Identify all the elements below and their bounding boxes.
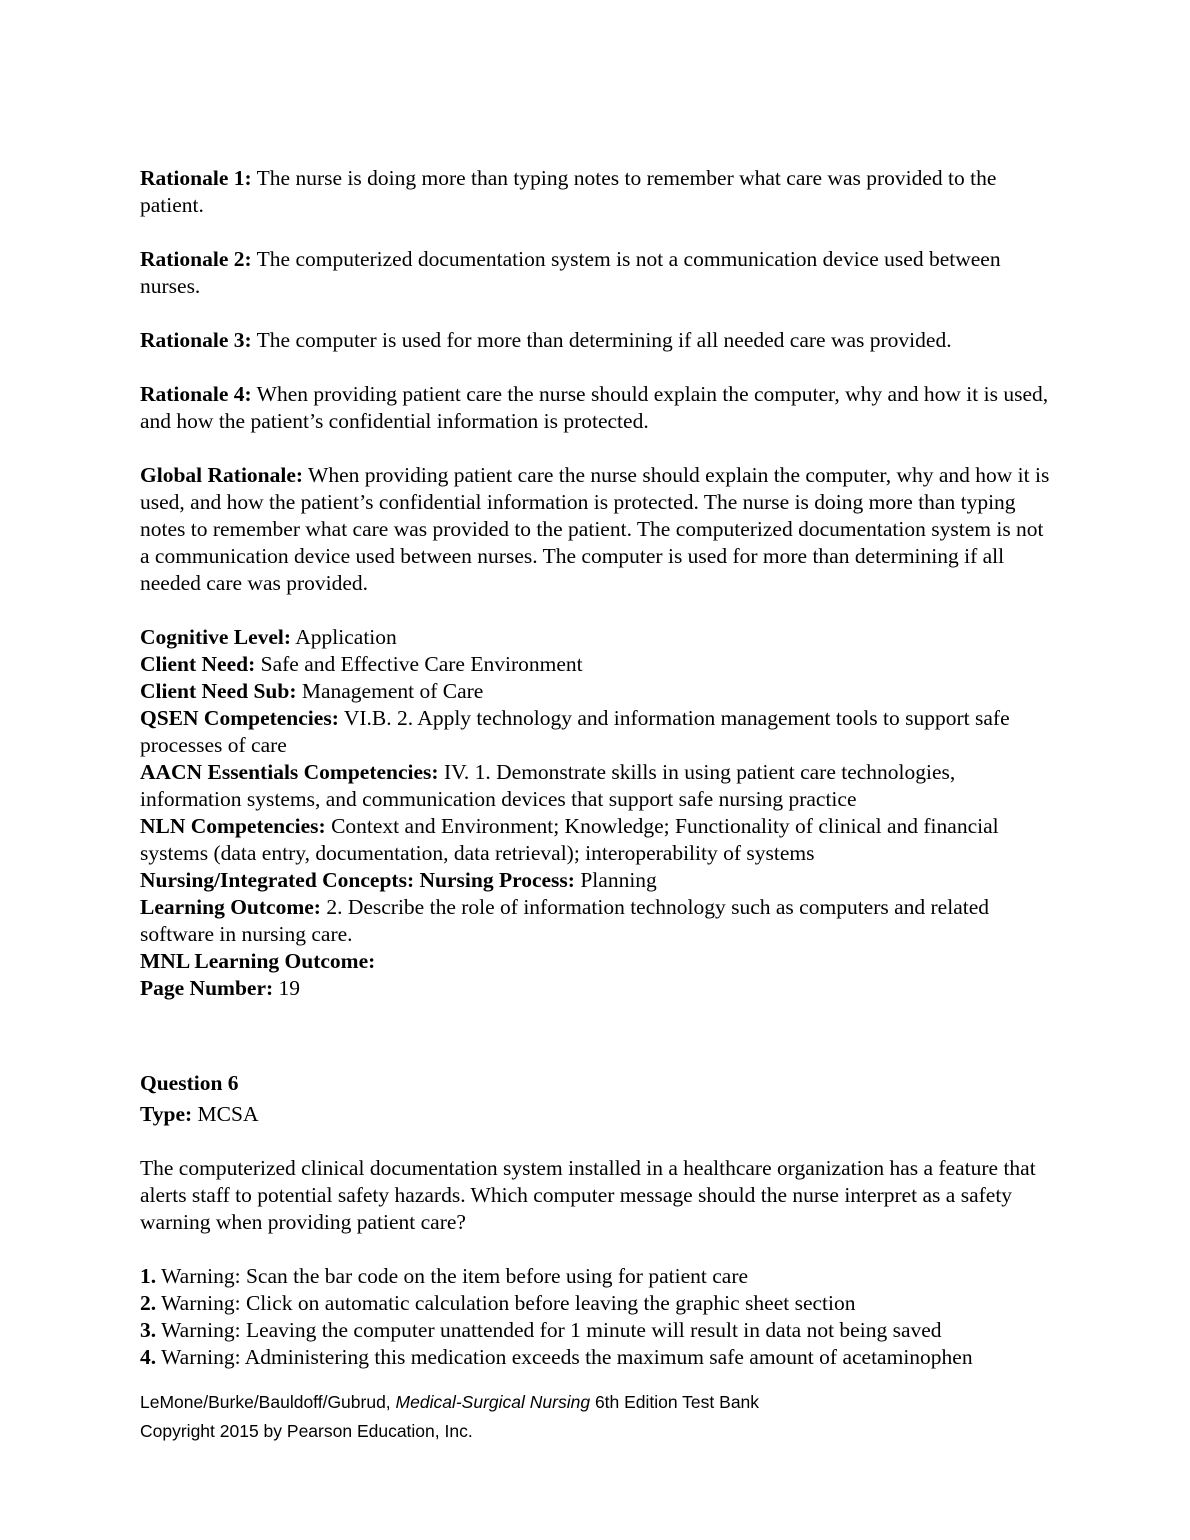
meta-value: 2. Describe the role of information technology such as computers and related software in nursing care. — [140, 895, 990, 946]
meta-learning-outcome — [140, 894, 1055, 948]
meta-nln — [140, 813, 1055, 867]
meta-label: MNL Learning Outcome: — [140, 949, 376, 973]
answer-option — [140, 1263, 1055, 1290]
footer-citation — [140, 1388, 1055, 1417]
meta-label: NLN Competencies: — [140, 814, 326, 838]
meta-label: QSEN Competencies: — [140, 706, 339, 730]
meta-aacn — [140, 759, 1055, 813]
meta-label: Cognitive Level: — [140, 625, 292, 649]
meta-value: Management of Care — [296, 679, 484, 703]
footer-copyright: Copyright 2015 by Pearson Education, Inc. — [140, 1421, 473, 1441]
meta-qsen — [140, 705, 1055, 759]
question-block — [140, 1070, 1055, 1371]
question-stem: The computerized clinical documentation system installed in a healthcare organization has a feature that alerts staff to potential safety hazards. Which computer message should the nurse interpret as a safety warning when providing patient care? — [140, 1156, 1036, 1234]
question-metadata — [140, 624, 1055, 1002]
question-type — [140, 1101, 1055, 1128]
global-rationale-text: When providing patient care the nurse should explain the computer, why and how it is used, and how the patient’s confidential information is protected. The nurse is doing more than typing notes to remember what care was provided to the patient. The computerized documentation system is not a communication device used between nurses. The computer is used for more than determining if all needed care was provided. — [140, 463, 1050, 595]
meta-label: AACN Essentials Competencies: — [140, 760, 439, 784]
meta-value: 19 — [273, 976, 301, 1000]
footer-authors: LeMone/Burke/Bauldoff/Gubrud, — [140, 1392, 396, 1412]
rationale-text: The computerized documentation system is not a communication device used between nurses. — [140, 247, 1001, 298]
rationale-text: When providing patient care the nurse should explain the computer, why and how it is used, and how the patient’s confidential information is protected. — [140, 382, 1049, 433]
rationale-label: Rationale 3: — [140, 328, 252, 352]
option-number: 4. — [140, 1345, 157, 1369]
rationale-4 — [140, 381, 1055, 435]
rationale-text: The computer is used for more than determining if all needed care was provided. — [251, 328, 952, 352]
rationale-label: Rationale 1: — [140, 166, 252, 190]
meta-mnl-learning-outcome — [140, 948, 1055, 975]
meta-label: Client Need: — [140, 652, 256, 676]
meta-value: VI.B. 2. Apply technology and information management tools to support safe processes of care — [140, 706, 1010, 757]
option-text: Warning: Leaving the computer unattended for 1 minute will result in data not being saved — [156, 1318, 942, 1342]
rationale-text: The nurse is doing more than typing notes to remember what care was provided to the patient. — [140, 166, 997, 217]
option-number: 3. — [140, 1318, 157, 1342]
meta-page-number — [140, 975, 1055, 1002]
option-text: Warning: Click on automatic calculation before leaving the graphic sheet section — [156, 1291, 856, 1315]
answer-option — [140, 1317, 1055, 1344]
document-page — [140, 165, 1055, 1371]
footer-book-title: Medical-Surgical Nursing — [395, 1392, 591, 1412]
global-rationale — [140, 462, 1055, 597]
question-type-value: MCSA — [192, 1102, 259, 1126]
meta-value: Application — [291, 625, 397, 649]
global-rationale-label: Global Rationale: — [140, 463, 304, 487]
rationale-1 — [140, 165, 1055, 219]
option-number: 1. — [140, 1264, 157, 1288]
meta-value: Safe and Effective Care Environment — [255, 652, 583, 676]
question-title: Question 6 — [140, 1071, 239, 1095]
meta-client-need — [140, 651, 1055, 678]
rationale-2 — [140, 246, 1055, 300]
option-text: Warning: Scan the bar code on the item before using for patient care — [156, 1264, 749, 1288]
meta-value: Context and Environment; Knowledge; Functionality of clinical and financial systems (data entry, documentation, data retrieval); interoperability of systems — [140, 814, 999, 865]
answer-options — [140, 1263, 1055, 1371]
meta-nursing-process — [140, 867, 1055, 894]
meta-value: IV. 1. Demonstrate skills in using patient care technologies, information systems, and communication devices that support safe nursing practice — [140, 760, 956, 811]
meta-cognitive-level — [140, 624, 1055, 651]
answer-option — [140, 1290, 1055, 1317]
answer-option — [140, 1344, 1055, 1371]
rationale-3 — [140, 327, 1055, 354]
meta-label: Client Need Sub: — [140, 679, 297, 703]
rationale-label: Rationale 4: — [140, 382, 252, 406]
rationale-label: Rationale 2: — [140, 247, 252, 271]
page-footer — [140, 1388, 1055, 1446]
question-type-label: Type: — [140, 1102, 193, 1126]
meta-client-need-sub — [140, 678, 1055, 705]
footer-edition: 6th Edition Test Bank — [590, 1392, 760, 1412]
option-number: 2. — [140, 1291, 157, 1315]
option-text: Warning: Administering this medication exceeds the maximum safe amount of acetaminophen — [156, 1345, 973, 1369]
meta-label: Learning Outcome: — [140, 895, 321, 919]
meta-label: Page Number: — [140, 976, 274, 1000]
meta-value: Planning — [574, 868, 657, 892]
meta-label: Nursing/Integrated Concepts: Nursing Process: — [140, 868, 575, 892]
